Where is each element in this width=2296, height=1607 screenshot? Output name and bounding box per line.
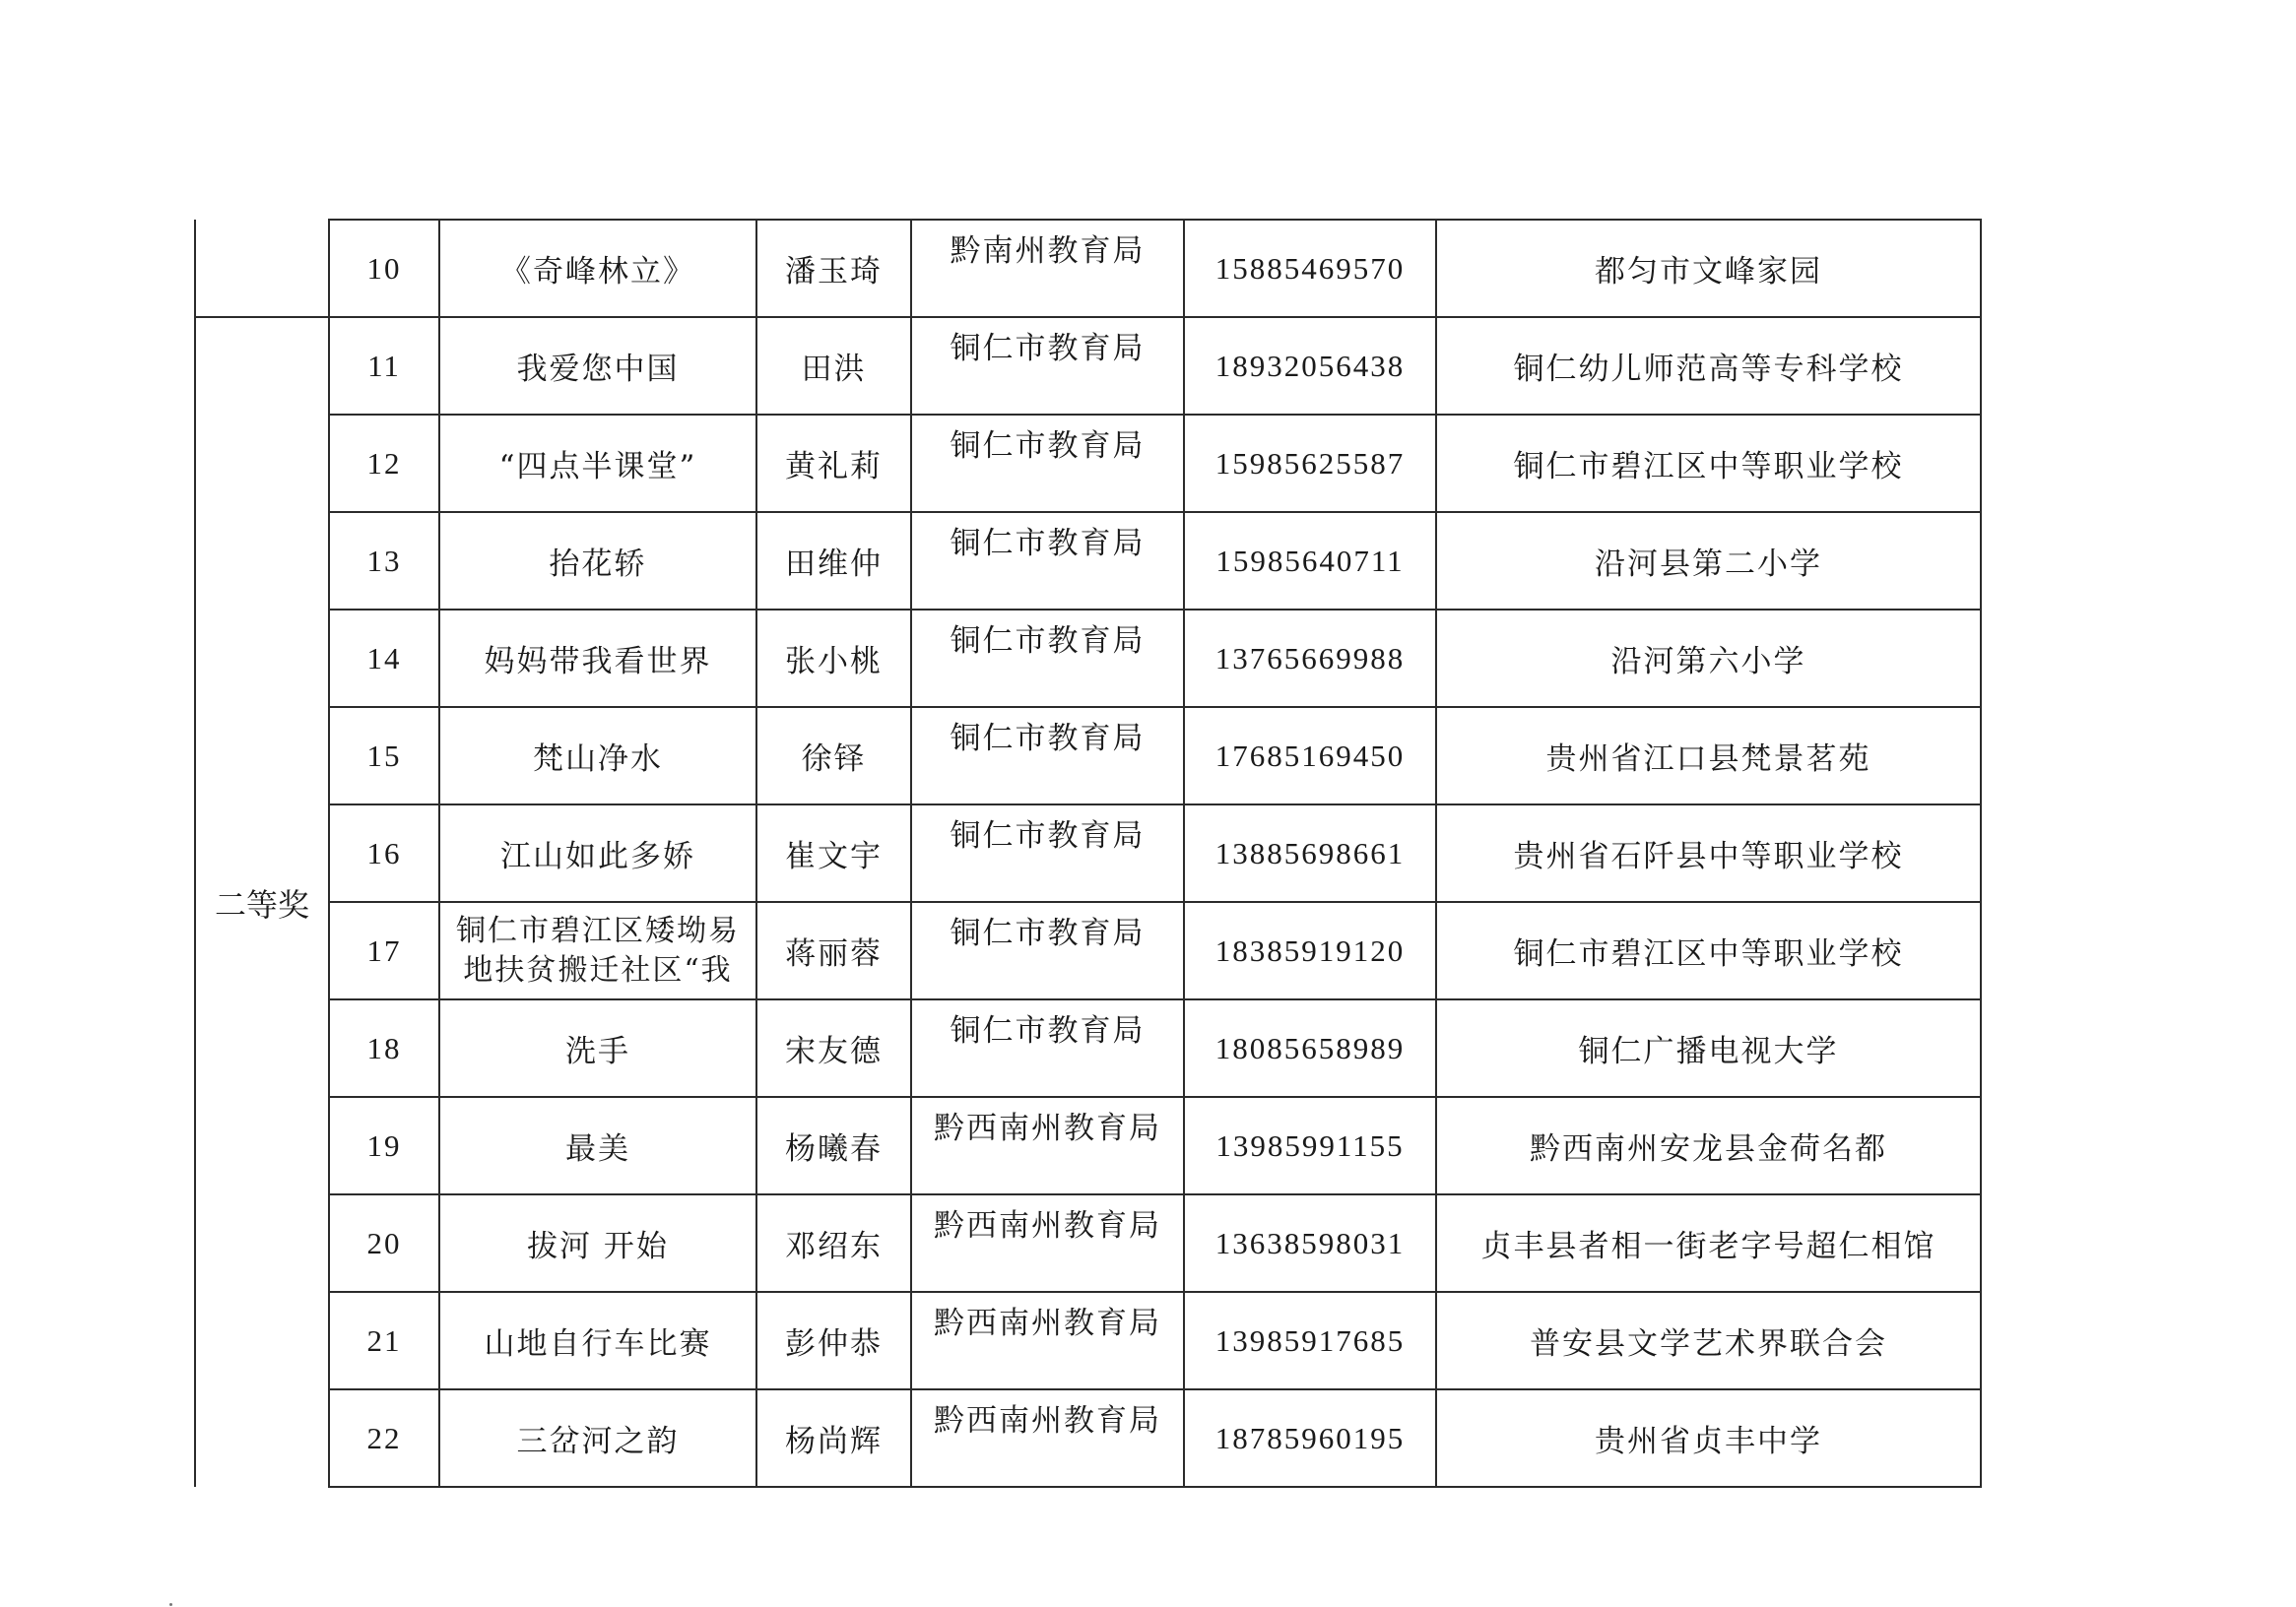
work-address: 沿河县第二小学 xyxy=(1595,546,1822,582)
row-number: 17 xyxy=(366,932,402,968)
row-number: 21 xyxy=(366,1322,402,1358)
phone-number: 18385919120 xyxy=(1214,932,1406,968)
work-address: 黔西南州安龙县金荷名都 xyxy=(1530,1131,1887,1167)
work-address: 铜仁市碧江区中等职业学校 xyxy=(1513,936,1904,972)
author-name: 田维仲 xyxy=(785,546,883,582)
table-row xyxy=(195,1389,1981,1487)
row-number: 14 xyxy=(366,640,402,675)
work-address: 贵州省江口县梵景茗苑 xyxy=(1545,741,1871,777)
work-address: 铜仁幼儿师范高等专科学校 xyxy=(1513,352,1904,387)
work-address-cell xyxy=(1436,1097,1981,1194)
work-title: 我爱您中国 xyxy=(516,352,680,387)
work-title: 拔河 开始 xyxy=(527,1229,669,1264)
work-title-cell xyxy=(439,415,756,512)
work-title-cell xyxy=(439,1292,756,1389)
phone-number-cell xyxy=(1184,804,1436,902)
phone-number: 18085658989 xyxy=(1214,1030,1406,1065)
work-address-cell xyxy=(1436,512,1981,610)
phone-number: 13985917685 xyxy=(1214,1322,1406,1358)
department-cell xyxy=(911,707,1184,804)
row-number: 19 xyxy=(366,1127,402,1163)
work-title-cell xyxy=(439,804,756,902)
phone-number: 18785960195 xyxy=(1214,1420,1406,1455)
phone-number-cell xyxy=(1184,1194,1436,1292)
row-number: 13 xyxy=(366,543,402,578)
work-title: 山地自行车比赛 xyxy=(484,1326,712,1362)
table-row xyxy=(195,1194,1981,1292)
author-name-cell xyxy=(756,1097,911,1194)
work-address-cell xyxy=(1436,804,1981,902)
work-address: 贵州省石阡县中等职业学校 xyxy=(1513,839,1904,874)
phone-number-cell xyxy=(1184,415,1436,512)
table-row xyxy=(195,415,1981,512)
department-cell xyxy=(911,317,1184,415)
author-name: 杨尚辉 xyxy=(785,1424,883,1459)
work-address-cell xyxy=(1436,999,1981,1097)
author-name-cell xyxy=(756,220,911,317)
department: 黔西南州教育局 xyxy=(934,1111,1161,1146)
work-title: 铜仁市碧江区矮坳易 地扶贫搬迁社区“我 xyxy=(456,913,740,988)
work-title-cell xyxy=(439,610,756,707)
author-name-cell xyxy=(756,902,911,999)
phone-number-cell xyxy=(1184,1097,1436,1194)
row-number: 22 xyxy=(366,1420,402,1455)
department-cell xyxy=(911,804,1184,902)
phone-number-cell xyxy=(1184,220,1436,317)
work-title-cell xyxy=(439,1194,756,1292)
department: 铜仁市教育局 xyxy=(950,1013,1146,1049)
author-name-cell xyxy=(756,1389,911,1487)
work-title: 妈妈带我看世界 xyxy=(484,644,712,679)
author-name-cell xyxy=(756,415,911,512)
work-title: 《奇峰林立》 xyxy=(500,254,695,289)
work-address: 贵州省贞丰中学 xyxy=(1595,1424,1822,1459)
row-number-cell xyxy=(329,220,439,317)
work-title: 洗手 xyxy=(565,1034,630,1069)
phone-number-cell xyxy=(1184,999,1436,1097)
department: 黔西南州教育局 xyxy=(934,1306,1161,1341)
phone-number-cell xyxy=(1184,1389,1436,1487)
row-number: 10 xyxy=(366,250,402,286)
work-title-cell xyxy=(439,512,756,610)
work-title: 最美 xyxy=(565,1131,630,1167)
phone-number: 13638598031 xyxy=(1214,1225,1406,1260)
department: 铜仁市教育局 xyxy=(950,818,1146,854)
phone-number-cell xyxy=(1184,707,1436,804)
row-number-cell xyxy=(329,707,439,804)
author-name: 邓绍东 xyxy=(785,1229,883,1264)
work-address-cell xyxy=(1436,610,1981,707)
author-name: 张小桃 xyxy=(785,644,883,679)
row-number: 15 xyxy=(366,738,402,773)
award-group-label: 二等奖 xyxy=(214,885,309,924)
work-address: 铜仁广播电视大学 xyxy=(1578,1034,1839,1069)
row-number: 12 xyxy=(366,445,402,481)
work-title-cell xyxy=(439,902,756,999)
phone-number: 13885698661 xyxy=(1214,835,1406,870)
department-cell xyxy=(911,902,1184,999)
phone-number: 13765669988 xyxy=(1214,640,1406,675)
department-cell xyxy=(911,1389,1184,1487)
department: 铜仁市教育局 xyxy=(950,623,1146,659)
department-cell xyxy=(911,512,1184,610)
department-cell xyxy=(911,1194,1184,1292)
row-number-cell xyxy=(329,1389,439,1487)
author-name-cell xyxy=(756,317,911,415)
table-row xyxy=(195,220,1981,317)
work-address-cell xyxy=(1436,415,1981,512)
author-name: 徐铎 xyxy=(801,741,867,777)
work-address-cell xyxy=(1436,220,1981,317)
author-name: 黄礼莉 xyxy=(785,449,883,484)
work-address: 铜仁市碧江区中等职业学校 xyxy=(1513,449,1904,484)
department-cell xyxy=(911,1097,1184,1194)
author-name-cell xyxy=(756,1292,911,1389)
department: 黔南州教育局 xyxy=(950,233,1146,269)
row-number-cell xyxy=(329,610,439,707)
work-address: 沿河第六小学 xyxy=(1610,644,1806,679)
phone-number-cell xyxy=(1184,317,1436,415)
table-row xyxy=(195,512,1981,610)
work-address-cell xyxy=(1436,1194,1981,1292)
row-number: 11 xyxy=(367,348,401,383)
work-address: 贞丰县者相一街老字号超仁相馆 xyxy=(1480,1229,1936,1264)
work-address-cell xyxy=(1436,902,1981,999)
row-number: 20 xyxy=(366,1225,402,1260)
author-name: 杨曦春 xyxy=(785,1131,883,1167)
phone-number: 17685169450 xyxy=(1214,738,1406,773)
table-row xyxy=(195,804,1981,902)
work-title: 抬花轿 xyxy=(549,546,647,582)
award-winners-table xyxy=(194,219,1982,1488)
row-number-cell xyxy=(329,1194,439,1292)
department: 铜仁市教育局 xyxy=(950,721,1146,756)
row-number: 18 xyxy=(366,1030,402,1065)
table-body xyxy=(195,220,1981,1487)
work-title-cell xyxy=(439,1389,756,1487)
department: 铜仁市教育局 xyxy=(950,331,1146,366)
table-row xyxy=(195,1292,1981,1389)
work-title: 梵山净水 xyxy=(533,741,663,777)
row-number-cell xyxy=(329,804,439,902)
department: 铜仁市教育局 xyxy=(950,526,1146,561)
row-number-cell xyxy=(329,1097,439,1194)
work-title-cell xyxy=(439,1097,756,1194)
author-name-cell xyxy=(756,610,911,707)
department-cell xyxy=(911,220,1184,317)
work-title-cell xyxy=(439,220,756,317)
phone-number-cell xyxy=(1184,610,1436,707)
table-row xyxy=(195,317,1981,415)
department: 铜仁市教育局 xyxy=(950,428,1146,464)
scan-artifact xyxy=(169,1603,172,1606)
award-group-cell-previous xyxy=(195,220,329,317)
work-title: 三岔河之韵 xyxy=(516,1424,680,1459)
author-name-cell xyxy=(756,707,911,804)
author-name: 宋友德 xyxy=(785,1034,883,1069)
table-row xyxy=(195,902,1981,999)
author-name: 崔文宇 xyxy=(785,839,883,874)
row-number-cell xyxy=(329,1292,439,1389)
work-title-cell xyxy=(439,999,756,1097)
department-cell xyxy=(911,610,1184,707)
table-row xyxy=(195,1097,1981,1194)
author-name: 彭仲恭 xyxy=(785,1326,883,1362)
phone-number: 15985640711 xyxy=(1215,543,1405,578)
work-address-cell xyxy=(1436,1389,1981,1487)
department-cell xyxy=(911,415,1184,512)
row-number-cell xyxy=(329,902,439,999)
work-address-cell xyxy=(1436,1292,1981,1389)
phone-number: 18932056438 xyxy=(1214,348,1406,383)
author-name-cell xyxy=(756,804,911,902)
row-number-cell xyxy=(329,317,439,415)
work-title-cell xyxy=(439,707,756,804)
phone-number: 15885469570 xyxy=(1214,250,1406,286)
department-cell xyxy=(911,999,1184,1097)
author-name-cell xyxy=(756,999,911,1097)
author-name-cell xyxy=(756,1194,911,1292)
department: 黔西南州教育局 xyxy=(934,1208,1161,1244)
table-row xyxy=(195,610,1981,707)
work-address: 普安县文学艺术界联合会 xyxy=(1530,1326,1887,1362)
row-number-cell xyxy=(329,999,439,1097)
work-address-cell xyxy=(1436,317,1981,415)
phone-number-cell xyxy=(1184,512,1436,610)
phone-number-cell xyxy=(1184,902,1436,999)
department: 黔西南州教育局 xyxy=(934,1403,1161,1439)
work-title: 江山如此多娇 xyxy=(500,839,695,874)
row-number: 16 xyxy=(366,835,402,870)
phone-number: 13985991155 xyxy=(1215,1127,1405,1163)
table-row xyxy=(195,999,1981,1097)
work-address-cell xyxy=(1436,707,1981,804)
author-name: 田洪 xyxy=(801,352,867,387)
work-title: “四点半课堂” xyxy=(498,449,697,484)
table-row xyxy=(195,707,1981,804)
phone-number: 15985625587 xyxy=(1214,445,1406,481)
phone-number-cell xyxy=(1184,1292,1436,1389)
row-number-cell xyxy=(329,415,439,512)
author-name-cell xyxy=(756,512,911,610)
department: 铜仁市教育局 xyxy=(950,916,1146,951)
work-address: 都匀市文峰家园 xyxy=(1595,254,1822,289)
author-name: 蒋丽蓉 xyxy=(785,936,883,972)
row-number-cell xyxy=(329,512,439,610)
department-cell xyxy=(911,1292,1184,1389)
author-name: 潘玉琦 xyxy=(785,254,883,289)
award-group-cell xyxy=(195,317,329,1487)
work-title-cell xyxy=(439,317,756,415)
